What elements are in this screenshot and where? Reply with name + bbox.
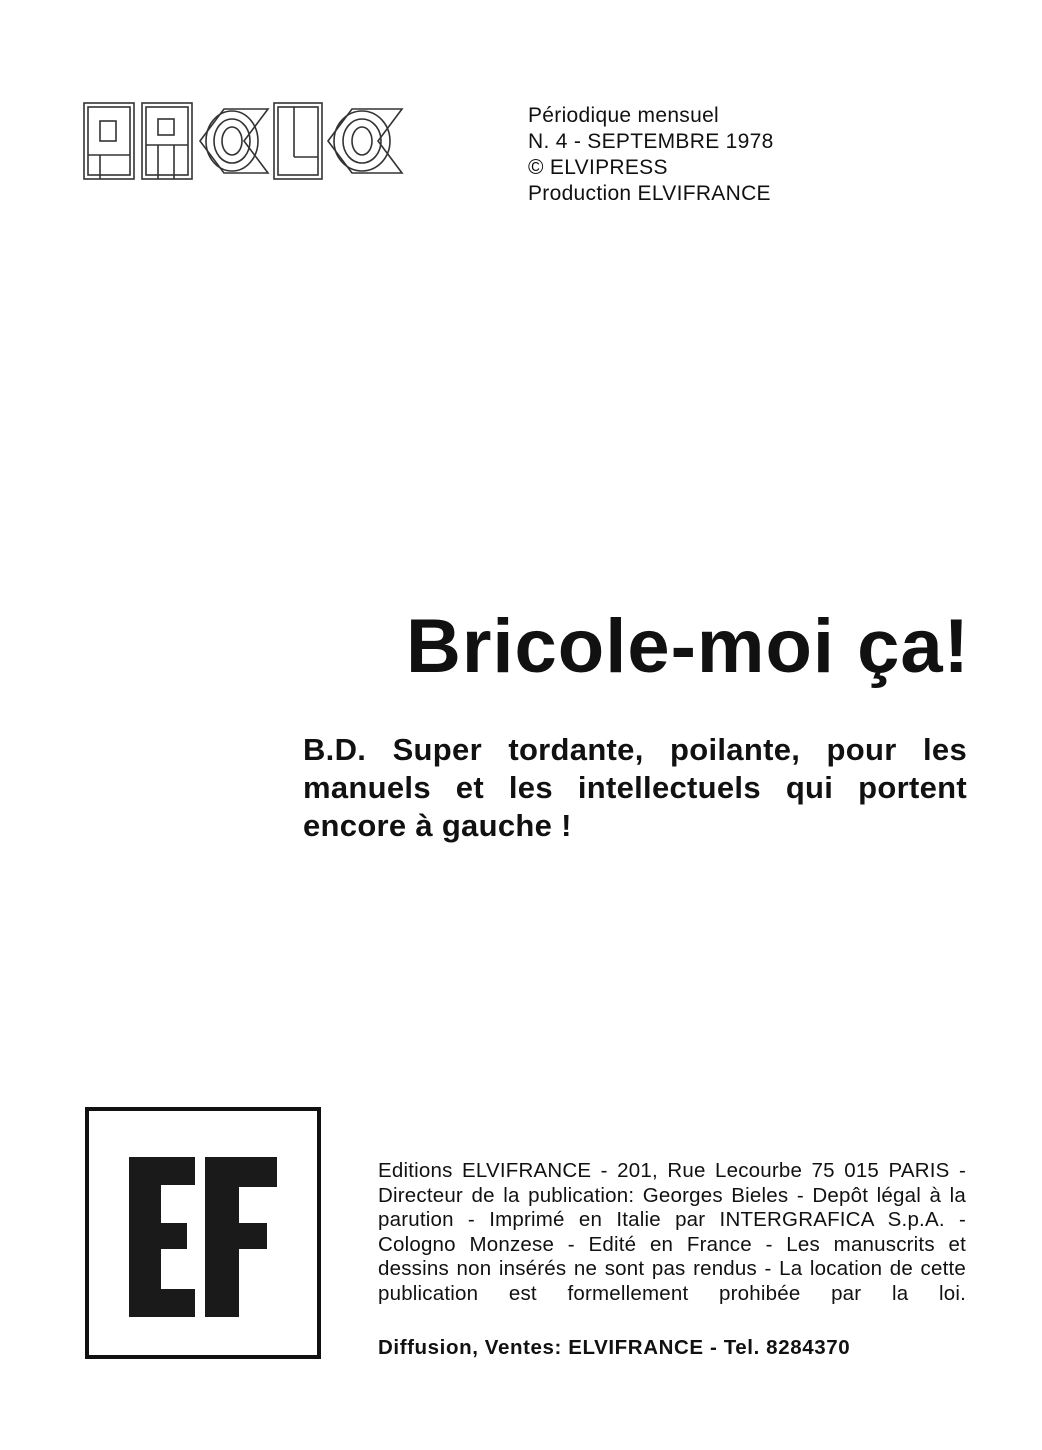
- periodical-info: [528, 103, 848, 207]
- prolo-logo-graphic: [82, 95, 412, 185]
- production-line: Production ELVIFRANCE: [528, 182, 771, 205]
- periodical-frequency: Périodique mensuel: [528, 104, 720, 127]
- subtitle: B.D. Super tordante, poilante, pour les manuels et les intellectuels qui portent encore à gauche !: [303, 732, 967, 843]
- ef-logo-graphic: [89, 1111, 317, 1355]
- legal-notice: Editions ELVIFRANCE - 201, Rue Lecourbe 75 015 PARIS - Directeur de la publication: Georges Bieles - Depôt légal à la parution - Imprimé en Italie par INTERGRAFICA S.p.A. - Cologno Monzese - Edité en France - Les manuscrits et dessins non insérés ne sont pas rendus - La location de cette publication est formellement prohibée par la loi.: [378, 1159, 966, 1305]
- page-title: Bricole-moi ça!: [405, 604, 970, 689]
- prolo-logo: [82, 95, 412, 185]
- issue-number: N. 4 - SEPTEMBRE 1978: [528, 130, 774, 153]
- diffusion-contact: Diffusion, Ventes: ELVIFRANCE - Tel. 8284370: [378, 1336, 851, 1359]
- copyright-line: © ELVIPRESS: [528, 156, 668, 179]
- ef-publisher-logo: [85, 1107, 321, 1359]
